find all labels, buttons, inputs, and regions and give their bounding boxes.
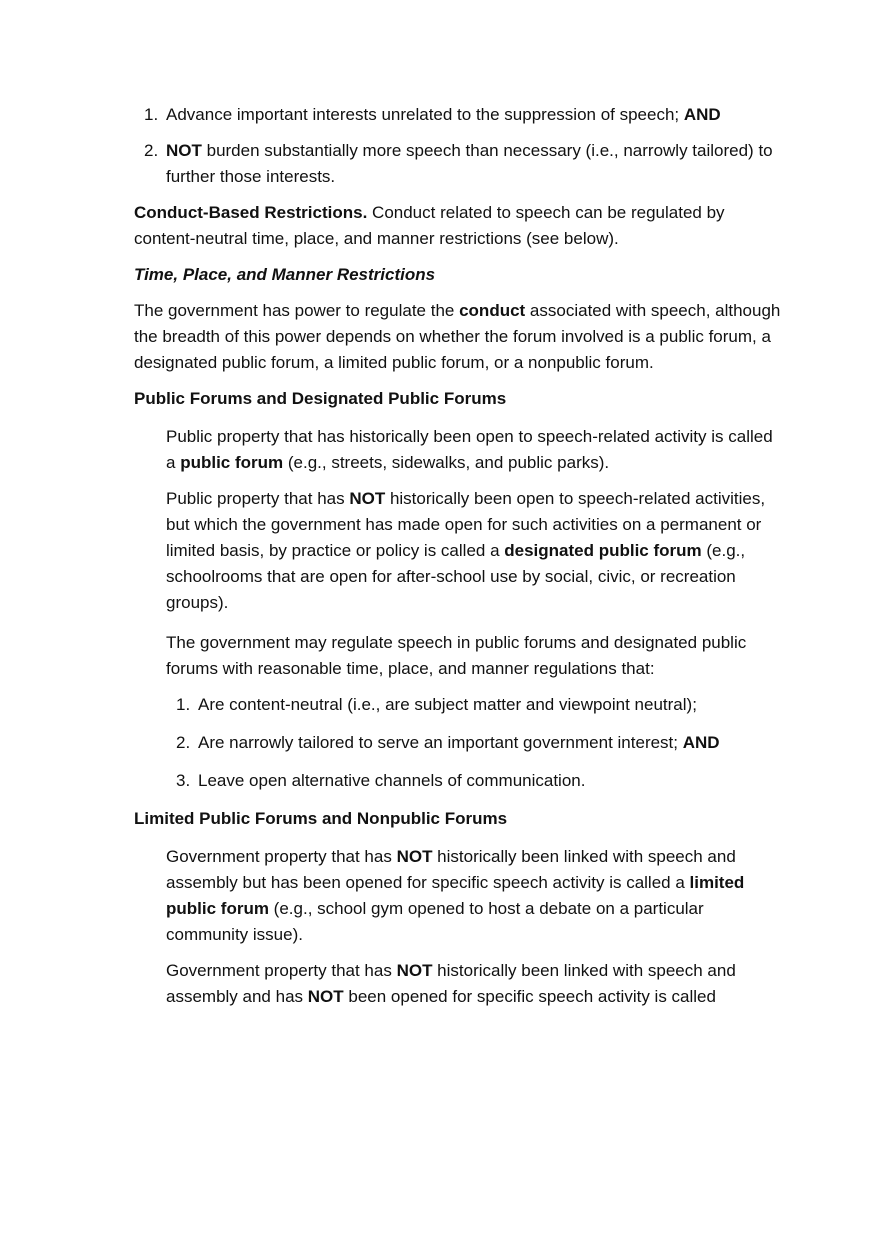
list-item <box>166 768 784 794</box>
limited-forum-term: limited public forum <box>166 873 745 918</box>
list-number: 2. <box>144 141 159 160</box>
tpm-text-bold: conduct <box>459 301 526 320</box>
list-item <box>166 692 784 718</box>
nonpublic-emphasis-1: NOT <box>396 961 433 980</box>
public-forum-paragraph <box>166 424 784 476</box>
list-number: 3. <box>176 771 191 790</box>
nonpublic-text-pre: Government property that has <box>166 961 397 980</box>
public-forums-heading: Public Forums and Designated Public Forums <box>134 389 507 408</box>
designated-emphasis: NOT <box>349 489 386 508</box>
nonpublic-text-mid: historically been linked with speech and assembly and has <box>166 961 736 1006</box>
list-item-emphasis: NOT <box>166 141 202 160</box>
list-number: 2. <box>176 733 191 752</box>
nonpublic-text-post: been opened for specific speech activity is called <box>343 987 716 1006</box>
limited-text-post: (e.g., school gym opened to host a debate on a particular community issue). <box>166 899 704 944</box>
list-item <box>134 102 784 128</box>
designated-forum-paragraph <box>166 486 784 616</box>
limited-text-pre: Government property that has <box>166 847 397 866</box>
regulation-paragraph: The government may regulate speech in public forums and designated public forums with reasonable time, place, and manner regulations that: <box>166 633 747 678</box>
regulations-list <box>166 692 784 794</box>
conduct-label: Conduct-Based Restrictions. <box>134 203 368 222</box>
requirements-list <box>134 102 784 190</box>
list-item-text: Are content-neutral (i.e., are subject matter and viewpoint neutral); <box>198 695 697 714</box>
designated-text-post: (e.g., schoolrooms that are open for after-school use by social, civic, or recreation groups). <box>166 541 746 612</box>
public-forum-text-pre: Public property that has historically been open to speech-related activity is called a <box>166 427 773 472</box>
list-number: 1. <box>144 105 159 124</box>
limited-text-mid: historically been linked with speech and assembly but has been opened for specific speech activity is called a <box>166 847 736 892</box>
list-number: 1. <box>176 695 191 714</box>
document-body <box>134 102 784 1020</box>
list-item <box>134 138 784 190</box>
public-forum-text-post: (e.g., streets, sidewalks, and public parks). <box>283 453 610 472</box>
list-item-text: Are narrowly tailored to serve an important government interest; <box>198 733 683 752</box>
limited-forum-paragraph <box>166 844 784 948</box>
list-item-emphasis: AND <box>683 105 721 124</box>
list-item-text: burden substantially more speech than necessary (i.e., narrowly tailored) to further those interests. <box>166 141 773 186</box>
public-forum-term: public forum <box>180 453 284 472</box>
designated-forum-term: designated public forum <box>504 541 702 560</box>
tpm-text-pre: The government has power to regulate the <box>134 301 460 320</box>
nonpublic-forum-paragraph <box>166 958 784 1010</box>
conduct-text: Conduct related to speech can be regulated by content-neutral time, place, and manner restrictions (see below). <box>134 203 725 248</box>
tpm-heading: Time, Place, and Manner Restrictions <box>134 265 436 284</box>
limited-forums-heading: Limited Public Forums and Nonpublic Forums <box>134 809 508 828</box>
limited-emphasis: NOT <box>396 847 433 866</box>
list-item-text: Leave open alternative channels of communication. <box>198 771 586 790</box>
designated-text-mid: historically been open to speech-related activities, but which the government has made open for such activities on a permanent or limited basis, by practice or policy is called a <box>166 489 766 560</box>
tpm-text-post: associated with speech, although the breadth of this power depends on whether the forum involved is a public forum, a designated public forum, a limited public forum, or a nonpublic forum. <box>134 301 781 372</box>
list-item-text: Advance important interests unrelated to the suppression of speech; <box>166 105 684 124</box>
designated-text-pre: Public property that has <box>166 489 350 508</box>
list-item-emphasis: AND <box>682 733 720 752</box>
conduct-paragraph <box>134 200 784 252</box>
nonpublic-emphasis-2: NOT <box>307 987 344 1006</box>
tpm-paragraph <box>134 298 784 376</box>
list-item <box>166 730 784 756</box>
